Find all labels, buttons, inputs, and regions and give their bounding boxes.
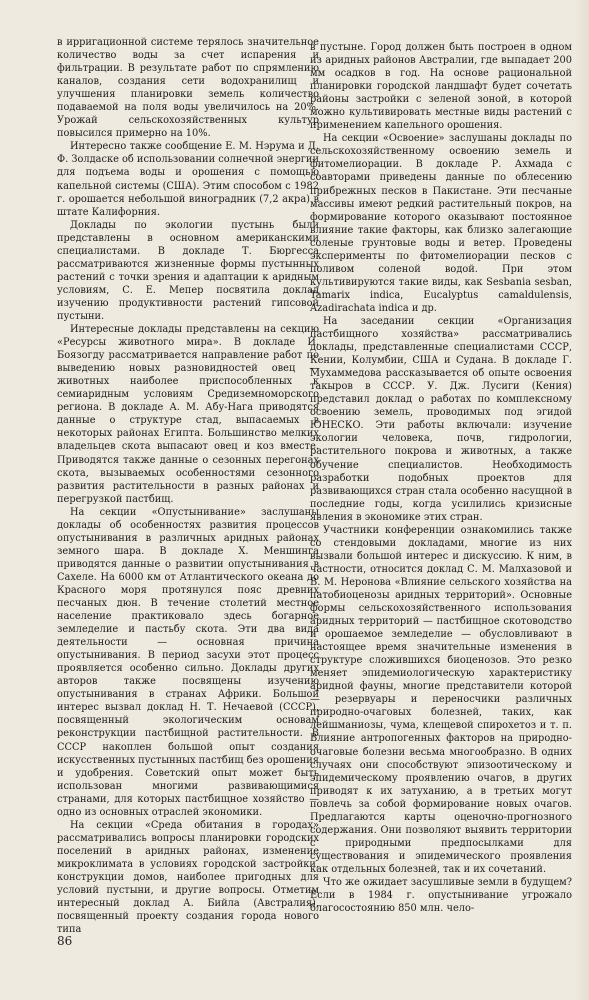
left-text-column xyxy=(57,36,319,936)
paragraph: Интересные доклады представлены на секцию «Ресурсы животного мира». В докладе И. Боязогду рассматривается направление работ по выведению новых разновидностей овец — животных наиболее приспособленных к семиаридным условиям Средиземноморского региона. В докладе А. М. Абу-Нага приводятся данные о структуре стад, выпасаемых в некоторых районах Египта. Большинство мелких владельцев скота выпасают овец и коз вместе. Приводятся также данные о сезонных перегонах скота, вызываемых особенностями сезонного развития растительности в разных районах и перегрузкой пастбищ. xyxy=(57,324,319,505)
paragraph: Что же ожидает засушливые земли в будущем? Если в 1984 г. опустынивание угрожало благосостоянию 850 млн. чело- xyxy=(310,877,572,915)
page-edge-shadow xyxy=(575,0,589,1000)
paragraph: в ирригационной системе терялось значительное количество воды за счет испарения и фильтрации. В результате работ по спрямлению каналов, создания сети водохранилищ и улучшения планировки земель количество подаваемой на поля воды увеличилось на 20%. Урожай сельскохозяйственных культур повысился примерно на 10%. xyxy=(57,37,319,140)
right-text-column xyxy=(310,41,572,915)
paragraph: На заседании секции «Организация пастбищного хозяйства» рассматривались доклады, представленные специалистами СССР, Кении, Колумбии, США и Судана. В докладе Г. Мухаммедова рассказывается об опыте освоения такыров в СССР. У. Дж. Лусиги (Кения) представил доклад о работах по комплексному освоению земель, проводимых под эгидой ЮНЕСКО. Эти работы включали: изучение экологии человека, почв, гидрологии, растительного покрова и животных, а также обучение специалистов. Необходимость разработки подобных проектов для развивающихся стран стала особенно насущной в последние годы, когда усилились кризисные явления в экономике этих стран. xyxy=(310,315,572,523)
paragraph: На секции «Освоение» заслушаны доклады по сельскохозяйственному освоению земель и фитомелиорации. В докладе Р. Ахмада с соавторами приведены данные по облесению прибрежных песков в Пакистане. Эти песчаные массивы имеют редкий растительный покров, на формирование которого оказывают постоянное влияние такие факторы, как близко залегающие соленые грунтовые воды и ветер. Проведены эксперименты по фитомелиорации песков с поливом соленой водой. При этом культивируются такие виды, как Sesbania sesban, Tamarix indica, Eucalyptus camaldulensis, Azadirachata indica и др. xyxy=(310,133,572,314)
paragraph: На секции «Среда обитания в городах» рассматривались вопросы планировки городских поселений в аридных районах, изменение микроклимата в условиях городской застройки, конструкции домов, наиболее пригодных для условий пустыни, и другие вопросы. Отметим интересный доклад А. Бийла (Австралия), посвященный проекту создания города нового типа xyxy=(57,819,319,936)
paragraph: Участники конференции ознакомились также со стендовыми докладами, многие из них вызвали большой интерес и дискуссию. К ним, в частности, относится доклад С. М. Малхазовой и В. М. Неронова «Влияние сельского хозяйства на патобиоценозы аридных территорий». Основные формы сельскохозяйственного использования аридных территорий — пастбищное скотоводство и орошаемое земледелие — обусловливают в настоящее время значительные изменения в структуре сложившихся биоценозов. Это резко меняет эпидемиологическую характеристику аридной фауны, многие представители которой — резервуары и переносчики различных природно-очаговых болезней, таких, как лейшманиозы, чума, клещевой спирохетоз и т. п. Влияние антропогенных факторов на природно-очаговые болезни весьма многообразно. В одних случаях они способствуют эпизоотическому и эпидемическому проявлению очагов, в других приводят к их затуханию, а в третьих могут повлечь за собой формирование новых очагов. Предлагаются карты оценочно-прогнозного содержания. Они позволяют выявить территории с природными предпосылками для существования и эпидемического проявления как отдельных болезней, так и их сочетаний. xyxy=(310,524,572,875)
paragraph: Доклады по экологии пустынь были представлены в основном американскими специалистами. В докладе Т. Бюргесса рассматриваются жизненные формы пустынных растений с точки зрения и адаптации к аридным условиям, С. Е. Мепер посвятила доклад изучению продуктивности растений гипсовой пустыни. xyxy=(57,219,319,322)
paragraph: На секции «Опустынивание» заслушаны доклады об особенностях развития процессов опустынивания в различных аридных районах земного шара. В докладе Х. Меншинга приводятся данные о развитии опустынивания в Сахеле. На 6000 км от Атлантического океана до Красного моря протянулся пояс древних песчаных дюн. В течение столетий местное население практиковало здесь богарное земледелие и пастьбу скота. Эти два вида деятельности — основная причина опустынивания. В период засухи этот процесс проявляется особенно сильно. Доклады других авторов также посвящены изучению опустынивания в странах Африки. Большой интерес вызвал доклад Н. Т. Нечаевой (СССР), посвященный экологическим основам реконструкции пастбищной растительности. В СССР накоплен большой опыт создания искусственных пустынных пастбищ без орошения и удобрения. Советский опыт может быть использован многими развивающимися странами, для которых пастбищное хозяйство — одно из основных отраслей экономики. xyxy=(57,506,319,818)
page-number: 86 xyxy=(57,934,73,948)
paragraph: Интересно также сообщение Е. М. Нэрума и Д. Ф. Золдаске об использовании солнечной энергии для подъема воды и орошения с помощью капельной системы (США). Этим способом с 1982 г. орошается небольшой виноградник (7,2 акра) в штате Калифорния. xyxy=(57,141,319,218)
paragraph: в пустыне. Город должен быть построен в одном из аридных районов Австралии, где выпадает 200 мм осадков в год. На основе рациональной планировки городской ландшафт будет сочетать районы застройки с зеленой зоной, в которой можно культивировать местные виды растений с применением капельного орошения. xyxy=(310,42,572,132)
